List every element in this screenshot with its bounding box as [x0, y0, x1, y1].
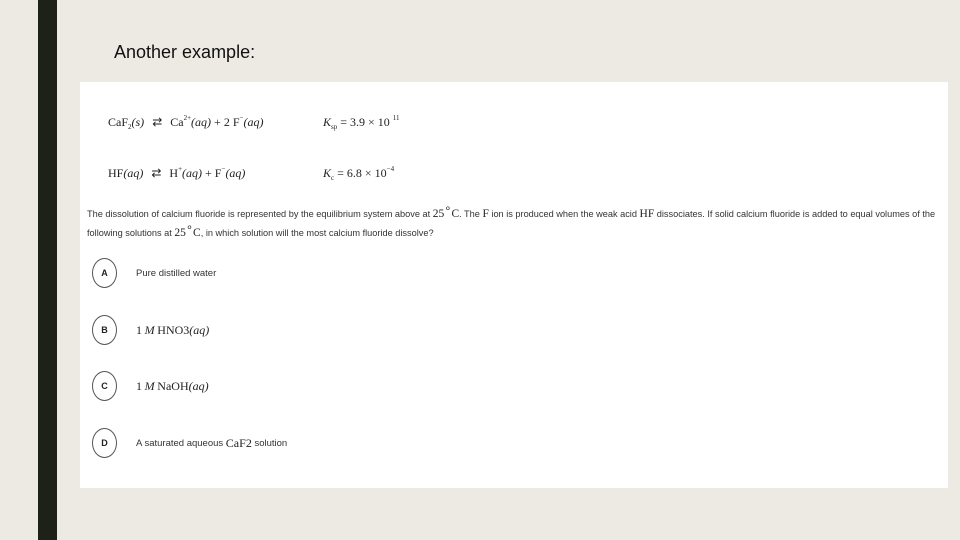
choice-a-bubble[interactable]: A — [92, 258, 117, 288]
choice-d-text: A saturated aqueous CaF 2 solution — [136, 435, 288, 450]
choice-c[interactable] — [92, 371, 492, 401]
slide-title: Another example: — [114, 42, 256, 62]
choice-c-text: 1 M NaOH (aq) — [136, 378, 209, 393]
equation-2: HF(aq) ⇄ H+(aq) + F−(aq) — [108, 165, 246, 180]
choice-d-bubble[interactable]: D — [92, 428, 117, 458]
equation-1: CaF$_2$(s) ⇄ $Ca^{2+}(aq) + 2$ F−(aq) — [108, 114, 264, 131]
question-text: The dissolution of calcium fluoride is represented by the equilibrium system above at 25∘C. The F ion is produced when the weak acid HF dissociates. If solid calcium fluoride is added to equal volumes of the following solutions at 25∘C, in which solution will the most calcium fluoride dissolve? — [87, 203, 936, 239]
choice-a-text: Pure distilled water — [136, 267, 217, 279]
choice-c-bubble[interactable]: C — [92, 371, 117, 401]
choice-b[interactable] — [92, 315, 492, 345]
choice-b-text: 1 M HNO 3 (aq) — [136, 322, 210, 337]
side-accent-bar — [38, 0, 57, 540]
choice-d[interactable] — [92, 428, 492, 458]
equation-2-constant: $K_c = 6.8 \times 10^{-4}$ — [323, 165, 395, 182]
choice-b-bubble[interactable]: B — [92, 315, 117, 345]
equation-1-constant: $K_{sp} = 3.9 \times 10$ $^{11}$ — [323, 114, 400, 131]
choice-a[interactable] — [92, 258, 492, 288]
question-card — [80, 82, 948, 488]
